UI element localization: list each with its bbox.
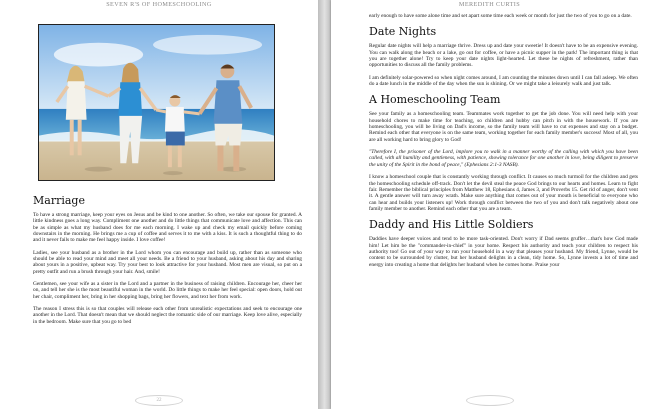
paragraph: Gentlemen, see your wife as a sister in the Lord and a partner in the business of raising children. Encourage her, cheer her on, and tell her she is the most beautiful woman in the world. Do little things to make her feel special: open doors, hold out her chair, compliment her, bring in her shopping bags, bring her flowers, and text her from work.: [33, 281, 302, 300]
page-number-left: 22: [135, 395, 183, 406]
section-title-daddy-soldiers: Daddy and His Little Soldiers: [369, 218, 534, 232]
paragraph: Daddies have deeper voices and tend to be more task-oriented. Don't worry if Dad seems gruffer…that's how God made him! Let him be the "commander-in-chief" in your home. Respect his authority and teach your children to respect his authority too! Go out of your way to run your household in a way that pleases your husband. My friend, Lynne, would be content to be surrounded by clutter, but her husband delights in a clean, tidy home. So, Lynne invests a lot of time and energy into creating a home that delights her husband when he comes home. Praise your: [369, 236, 638, 268]
paragraph: I am definitely solar-powered so when night comes around, I am counting the minutes down until I can fall asleep. We often do a date lunch in the middle of the day when the sun is shining. Or we might take a leisurely walk and just talk.: [369, 74, 638, 88]
section-title-homeschooling-team: A Homeschooling Team: [369, 93, 501, 107]
paragraph: Regular date nights will help a marriage thrive. Dress up and date your sweetie! It doesn't have to be an expensive evening. You can walk along the beach or a lake, go out for coffee, or have a picnic supper in the park! The important thing is that you are together alone! Try to keep your date nights light-hearted. Let these be nights of refreshment, rather than opportunities to discuss all the family problems.: [369, 43, 638, 69]
right-page: [331, 0, 648, 409]
family-beach-illustration: [39, 25, 274, 180]
book-gutter: [318, 0, 331, 409]
right-page-content: [369, 13, 638, 274]
running-header-left: SEVEN R'S OF HOMESCHOOLING: [106, 1, 212, 8]
page-number-right: [466, 395, 514, 406]
section-title-marriage: Marriage: [33, 194, 85, 207]
left-page-content: [33, 194, 302, 331]
left-page: [0, 0, 318, 409]
running-header-right: MEREDITH CURTIS: [458, 1, 521, 8]
paragraph: To have a strong marriage, keep your eyes on Jesus and be kind to one another. So often, we take our spouse for granted. A little kindness goes a long way. Compliment one another and do little things that communicate love and affection. This can be as simple as what my husband does for me each morning. I wake up and check my email quickly before coming downstairs in the morning. He brings me a cup of coffee and serves it to me with a kiss. It is such a thoughtful thing to do and it never fails to make me feel happy inside. I love coffee!: [33, 212, 302, 244]
paragraph: early enough to have some alone time and set apart some time each week or month for just the two of you to go on a date.: [369, 13, 632, 19]
family-beach-photo: [38, 24, 275, 181]
section-title-date-nights: Date Nights: [369, 25, 437, 39]
paragraph: See your family as a homeschooling team. Teammates work together to get the job done. You will need help with your household chores to make time for teaching, so children and hubby can pitch in with the housework. If you are homeschooling, you will be living on Dad's income, so the family team will have to cut expenses and stay on a budget. Remind each other that everyone is on the same team, working together for each family member's success! Most of all, you are all working hard to bring glory to God!: [369, 111, 638, 143]
paragraph: Ladies, see your husband as a brother in the Lord whom you can encourage and build up, rather than as someone who should be able to read your mind and meet all your needs. Be a friend to your husband, asking about his day and sharing about yours in a positive, upbeat way. Try your best to look attractive for your husband. Most men are visual, so put on a pretty outfit and run a brush through your hair. And, smile!: [33, 249, 302, 275]
paragraph: The reason I stress this is so that couples will release each other from unrealistic expectations and seek to encourage one another in the Lord. That doesn't mean that we should neglect the romantic side of our marriage. Keep love alive, especially in the bedroom. Make sure that you go to bed: [33, 306, 302, 325]
paragraph: I know a homeschool couple that is constantly working through conflict. It causes so much turmoil for the children and gets the homeschooling schedule off-track. Don't let the devil steal the peace God brings to our hearts and homes. Learn to fight fair. Remember the biblical principles from Matthew 18, Ephesians 4, James 3, and Proverbs 15. Get rid of anger, don't vent it. A gentle answer will turn away wrath. Make sure anything that comes out of your mouth is beneficial to everyone who can hear and builds your listeners up! Work through conflict between the two of you and don't talk negatively about one family member to another. Remind each other that you are a team.: [369, 174, 638, 212]
scripture-quote: "Therefore I, the prisoner of the Lord, implore you to walk in a manner worthy of the calling with which you have been called, with all humility and gentleness, with patience, showing tolerance for one another in love, being diligent to preserve the unity of the Spirit in the bond of peace," (Ephesians 2:1-3 NASB).: [369, 149, 638, 168]
